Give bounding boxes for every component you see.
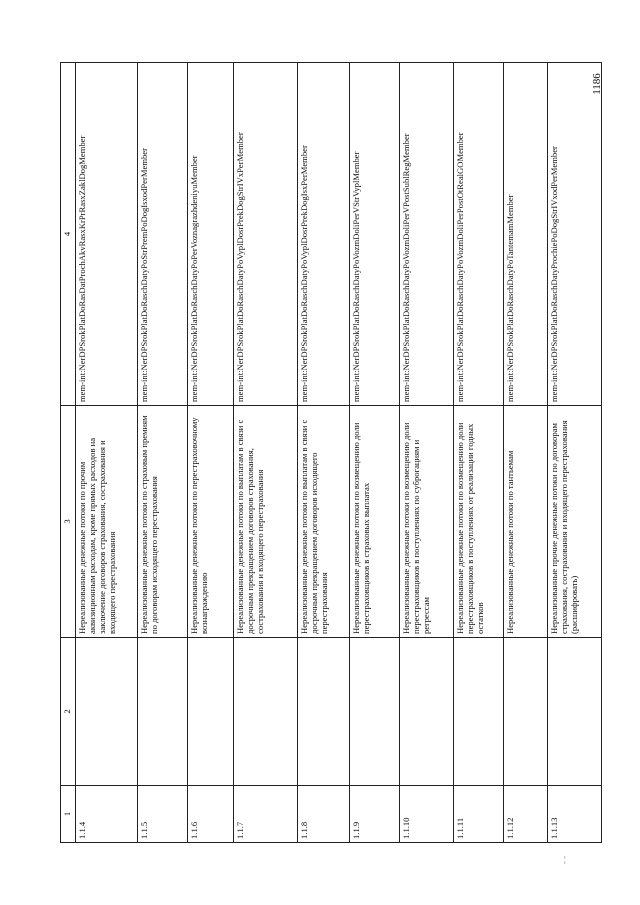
row-col2 (298, 638, 350, 786)
row-col2 (548, 638, 602, 786)
header-col-2: 2 (61, 638, 76, 786)
row-description: Нереализованные денежные потоки по выплатам в связи с досрочным прекращением договоров исходящего перестрахования (298, 406, 350, 638)
row-member-code: mem-int:NerDPSrokPlatDoRaschDatyPoStrPremPoDogIsxodPerMember (138, 63, 188, 406)
table-row (188, 63, 234, 843)
row-col2 (400, 638, 454, 786)
row-number: 1.1.13 (548, 786, 602, 843)
row-member-code: mem-int:NerDPSrokPlatDoRaschDatyProchiePoDogStrIVxodPerMember (548, 63, 602, 406)
header-col-3: 3 (61, 406, 76, 638)
row-number: 1.1.6 (188, 786, 234, 843)
row-description: Нереализованные денежные потоки по тантьемам (504, 406, 548, 638)
rotated-table-container (60, 63, 580, 843)
row-col2 (188, 638, 234, 786)
row-member-code: mem-int:NerDPSrokPlatDoRaschDatyPoPerVoznagrazhdeniyuMember (188, 63, 234, 406)
row-description: Нереализованные денежные потоки по возмещению доли перестраховщиков в страховых выплатах (350, 406, 400, 638)
row-number: 1.1.7 (234, 786, 298, 843)
table-row (454, 63, 504, 843)
table-row (504, 63, 548, 843)
table-row (350, 63, 400, 843)
table-row (548, 63, 602, 843)
row-description: Нереализованные денежные потоки по прочим аквизиционным расходам, кроме прямых расходов на заключение договоров страхования, сострахования и входящего перестрахования (76, 406, 138, 638)
table-header-row (61, 63, 76, 843)
row-number: 1.1.11 (454, 786, 504, 843)
table-row (138, 63, 188, 843)
row-description: Нереализованные денежные потоки по возмещению доли перестраховщиков в поступлениях от реализации годных остатков (454, 406, 504, 638)
row-member-code: mem-int:NerDPSrokPlatDoRaschDatyPoVozmDoliPerPostOtRealGOMember (454, 63, 504, 406)
row-member-code: mem-int:NerDPSrokPlatDoRaschDatyPoVozmDoliPerVPostSublRegMember (400, 63, 454, 406)
row-member-code: mem-int:NerDPSrokPlatDoRaschDatyPoVozmDoliPerVStrVyplMember (350, 63, 400, 406)
row-description: Нереализованные денежные потоки по возмещению доли перестраховщиков в поступлениях по суброгациям и регрессам (400, 406, 454, 638)
row-member-code: mem-int:NerDPSrokPlatDoRaschDatyPoVyplDosrPrekDogStrIVxPerMember (234, 63, 298, 406)
margin-mark: - - (559, 855, 570, 865)
row-description: Нереализованные денежные потоки по страховым премиям по договорам исходящего перестрахования (138, 406, 188, 638)
header-col-1: 1 (61, 786, 76, 843)
row-member-code: mem-int:NerDPSrokPlatDoRasDatProchAkvRasxKrPrRasxZaklDogMember (76, 63, 138, 406)
row-col2 (350, 638, 400, 786)
row-number: 1.1.10 (400, 786, 454, 843)
row-description: Нереализованные прочие денежные потоки по договорам страхования, сострахования и входящего перестрахования (расшифровать) (548, 406, 602, 638)
row-col2 (138, 638, 188, 786)
table-row (234, 63, 298, 843)
page-number: 1186 (591, 73, 603, 95)
row-col2 (234, 638, 298, 786)
table-row (400, 63, 454, 843)
table-row (76, 63, 138, 843)
header-col-4: 4 (61, 63, 76, 406)
row-col2 (454, 638, 504, 786)
row-number: 1.1.5 (138, 786, 188, 843)
row-number: 1.1.4 (76, 786, 138, 843)
row-description: Нереализованные денежные потоки по перестраховочному вознаграждению (188, 406, 234, 638)
member-table (60, 62, 602, 843)
row-col2 (76, 638, 138, 786)
table-row (298, 63, 350, 843)
row-number: 1.1.12 (504, 786, 548, 843)
row-member-code: mem-int:NerDPSrokPlatDoRaschDatyPoVyplDosrPrekDogIsxPerMember (298, 63, 350, 406)
row-member-code: mem-int:NerDPSrokPlatDoRaschDatyPoTantemamMember (504, 63, 548, 406)
row-number: 1.1.9 (350, 786, 400, 843)
row-number: 1.1.8 (298, 786, 350, 843)
row-description: Нереализованные денежные потоки по выплатам в связи с досрочным прекращением договоров страхования, сострахования и входящего перестрахования (234, 406, 298, 638)
row-col2 (504, 638, 548, 786)
